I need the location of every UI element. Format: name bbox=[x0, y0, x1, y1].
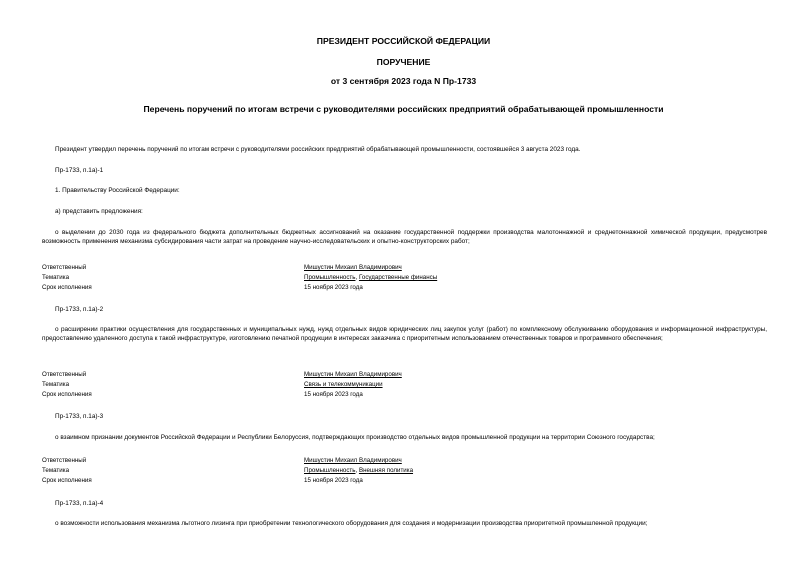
document-type: ПОРУЧЕНИЕ bbox=[376, 57, 431, 67]
responsible-label: Ответственный bbox=[42, 264, 87, 271]
document-title: Перечень поручений по итогам встречи с руководителями российских предприятий обрабатывающей промышленности bbox=[143, 104, 664, 114]
deadline-value: 15 ноября 2023 года bbox=[304, 477, 363, 484]
responsible-link[interactable]: Мишустин Михаил Владимирович bbox=[304, 371, 402, 378]
item-text: о выделении до 2030 года из федерального бюджета дополнительных бюджетных ассигнований на оказание государственной поддержки производства малотоннажной и среднетоннажной химической продукции, предусмотрев возможность применения механизма субсидирования части затрат на проведение научно-исследовательских и опытно-конструкторских работ; bbox=[42, 229, 767, 246]
responsible-label: Ответственный bbox=[42, 371, 87, 378]
deadline-label: Срок исполнения bbox=[42, 284, 92, 291]
topic-link[interactable]: Связь и телекоммуникации bbox=[304, 381, 383, 388]
topic-link[interactable]: Промышленность bbox=[304, 274, 356, 281]
intro-paragraph: Президент утвердил перечень поручений по итогам встречи с руководителями российских предприятий обрабатывающей промышленности, состоявшейся 3 августа 2023 года. bbox=[55, 146, 581, 153]
topic-link[interactable]: Государственные финансы bbox=[358, 274, 438, 281]
responsible-label: Ответственный bbox=[42, 457, 87, 464]
item-text: о возможности использования механизма льготного лизинга при приобретении технологического оборудования для создания и модернизации производства приоритетной промышленной продукции; bbox=[55, 520, 648, 527]
topic-label: Тематика bbox=[42, 467, 70, 474]
item-code: Пр-1733, п.1а)-4 bbox=[55, 500, 104, 507]
deadline-value: 15 ноября 2023 года bbox=[304, 391, 363, 398]
section-heading: 1. Правительству Российской Федерации: bbox=[55, 187, 180, 194]
topic-separator: , bbox=[355, 467, 359, 474]
topic-link[interactable]: Внешняя политика bbox=[358, 467, 414, 474]
topic-label: Тематика bbox=[42, 381, 70, 388]
subsection-heading: а) представить предложения: bbox=[55, 208, 143, 215]
topic-label: Тематика bbox=[42, 274, 70, 281]
topic-link[interactable]: Промышленность bbox=[304, 467, 356, 474]
topic-value bbox=[304, 274, 437, 281]
item-code: Пр-1733, п.1а)-1 bbox=[55, 167, 104, 174]
topic-value bbox=[304, 467, 413, 474]
item-text: о взаимном признании документов Российской Федерации и Республики Белоруссия, подтверждающих производство отдельных видов промышленной продукции на территории Союзного государства; bbox=[55, 434, 655, 441]
document-date-number: от 3 сентября 2023 года N Пр-1733 bbox=[330, 76, 477, 86]
issuer-heading: ПРЕЗИДЕНТ РОССИЙСКОЙ ФЕДЕРАЦИИ bbox=[316, 36, 491, 46]
deadline-label: Срок исполнения bbox=[42, 391, 92, 398]
item-code: Пр-1733, п.1а)-3 bbox=[55, 413, 104, 420]
item-text: о расширении практики осуществления для государственных и муниципальных нужд, нужд отдельных видов юридических лиц закупок услуг (работ) по комплексному обслуживанию оборудования и информационной инфраструктуры, предоставлению удаленного доступа к такой инфраструктуре, изготовлению печатной продукции в интересах заказчика с приоритетным использованием отечественных товаров и программного обеспечения; bbox=[42, 326, 767, 343]
deadline-value: 15 ноября 2023 года bbox=[304, 284, 363, 291]
topic-separator: , bbox=[355, 274, 359, 281]
responsible-link[interactable]: Мишустин Михаил Владимирович bbox=[304, 264, 402, 271]
responsible-link[interactable]: Мишустин Михаил Владимирович bbox=[304, 457, 402, 464]
item-code: Пр-1733, п.1а)-2 bbox=[55, 306, 104, 313]
deadline-label: Срок исполнения bbox=[42, 477, 92, 484]
